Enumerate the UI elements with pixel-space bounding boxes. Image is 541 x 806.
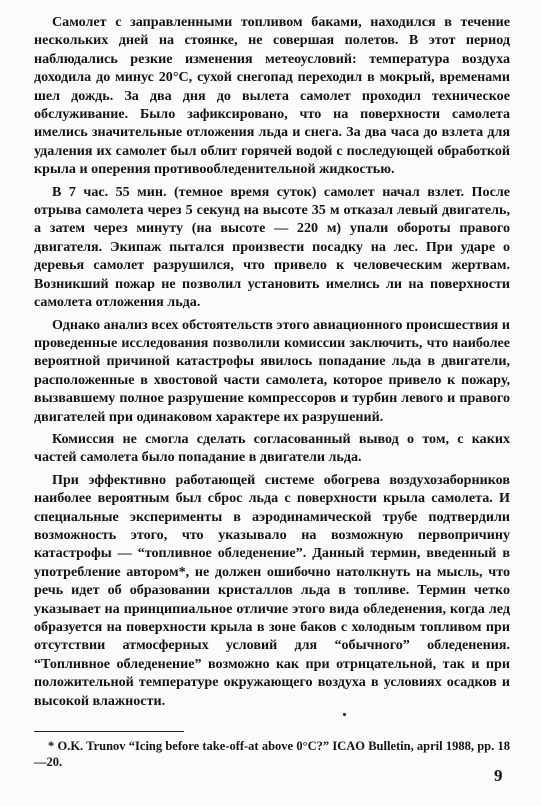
- paragraph-3: Однако анализ всех обстоятельств этого авиационного происшествия и проведенные исследования позволили комиссии заключить, что наиболее вероятной причиной катастрофы явилось попадание льда в двигатели, расположенные в хвостовой части самолета, которое привело к пожару, вызвавшему полное разрушение компрессоров и турбин левого и правого двигателей при одинаковом характере их разрушений.: [34, 316, 510, 425]
- footnote: * O.K. Trunov “Icing before take-off-at above 0°C?” ICAO Bulletin, april 1988, pp. 18—20.: [34, 739, 510, 769]
- body-text: [34, 13, 510, 714]
- paragraph-4: Комиссия не смогла сделать согласованный вывод о том, с каких частей самолета было попадание в двигатели льда.: [34, 430, 510, 466]
- paragraph-5: При эффективно работающей системе обогрева воздухозаборников наиболее вероятным был сброс льда с поверхности крыла самолета. И специальные эксперименты в аэродинамической трубе подтвердили возможность этого, что указывало на возможную первопричину катастрофы — “топливное обледенение”. Данный термин, введенный в употребление автором*, не должен ошибочно натолкнуть на мысль, что речь идет об образовании кристаллов льда в топливе. Термин четко указывает на принципиальное отличие этого вида обледенения, когда лед образуется на поверхности крыла в зоне баков с холодным топливом при отсутствии атмосферных условий для “обычного” обледенения. “Топливное обледенение” возможно как при отрицательной, так и при положительной температуре окружающего воздуха в условиях осадков и высокой влажности.: [34, 471, 510, 709]
- paragraph-1: Самолет с заправленными топливом баками, находился в течение нескольких дней на стоянке, не совершая полетов. В этот период наблюдались резкие изменения метеоусловий: температура воздуха доходила до минус 20°С, сухой снегопад переходил в мокрый, временами шел дождь. За два дня до вылета самолет проходил техническое обслуживание. Было зафиксировано, что на поверхности самолета имелись значительные отложения льда и снега. За два часа до взлета для удаления их самолет был облит горячей водой с последующей обработкой крыла и оперения противообледенительной жидкостью.: [34, 14, 510, 178]
- paragraph-2: В 7 час. 55 мин. (темное время суток) самолет начал взлет. После отрыва самолета через 5 секунд на высоте 35 м отказал левый двигатель, а затем через минуту (на высоте — 220 м) упали обороты правого двигателя. Экипаж пытался произвести посадку на лес. При ударе о деревья самолет разрушился, что привело к человеческим жертвам. Возникший пожар не позволил установить имелись ли на поверхности самолета отложения льда.: [34, 183, 510, 311]
- stray-dot: [343, 713, 346, 716]
- page-number: 9: [494, 766, 503, 785]
- footnote-rule: [34, 731, 184, 732]
